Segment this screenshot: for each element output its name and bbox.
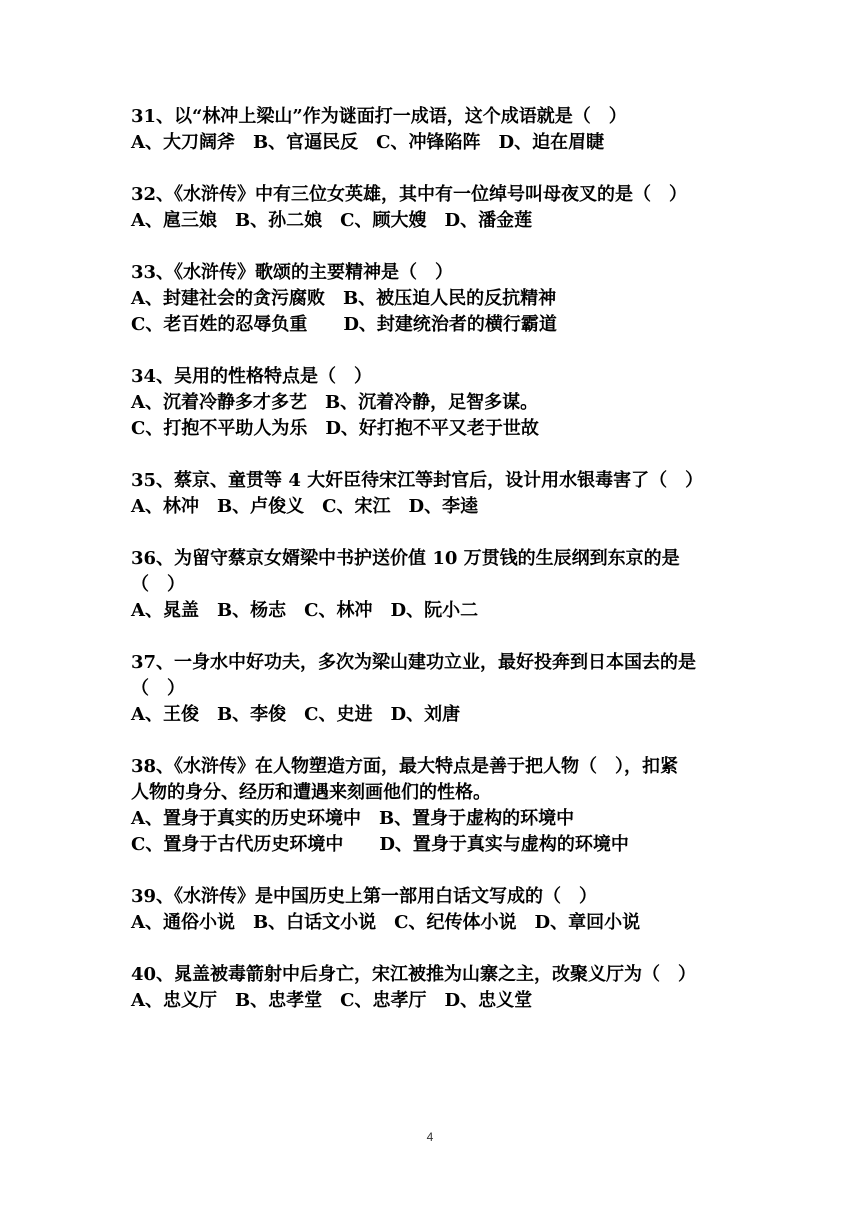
answer-options: A、置身于真实的历史环境中 B、置身于虚构的环境中: [131, 808, 575, 829]
answer-options: C、打抱不平助人为乐 D、好打抱不平又老于世故: [131, 418, 539, 439]
question-stem: 38、《水浒传》在人物塑造方面，最大特点是善于把人物（ ），扣紧: [131, 756, 679, 777]
answer-options: A、扈三娘 B、孙二娘 C、顾大嫂 D、潘金莲: [131, 210, 533, 231]
question-40: [131, 962, 741, 1014]
question-list: [131, 104, 741, 1040]
answer-options: A、忠义厅 B、忠孝堂 C、忠孝厅 D、忠义堂: [131, 990, 533, 1011]
answer-options: A、沉着冷静多才多艺 B、沉着冷静，足智多谋。: [131, 392, 539, 413]
question-37: [131, 650, 741, 728]
question-stem: 35、蔡京、童贯等 4 大奸臣待宋江等封官后，设计用水银毒害了（ ）: [131, 470, 704, 491]
question-33: [131, 260, 741, 338]
answer-options: C、老百姓的忍辱负重 D、封建统治者的横行霸道: [131, 314, 557, 335]
question-35: [131, 468, 741, 520]
question-stem-continued: （ ）: [131, 574, 185, 595]
page-number: 4: [426, 1130, 434, 1144]
question-stem: 40、晁盖被毒箭射中后身亡，宋江被推为山寨之主，改聚义厅为（ ）: [131, 964, 697, 985]
question-stem: 36、为留守蔡京女婿梁中书护送价值 10 万贯钱的生辰纲到东京的是: [131, 548, 680, 569]
answer-options: A、林冲 B、卢俊义 C、宋江 D、李逵: [131, 496, 479, 517]
question-38: [131, 754, 741, 858]
question-stem: 31、以“林冲上梁山”作为谜面打一成语，这个成语就是（ ）: [131, 106, 627, 127]
question-stem-continued: （ ）: [131, 678, 185, 699]
question-stem: 33、《水浒传》歌颂的主要精神是（ ）: [131, 262, 454, 283]
question-stem: 37、一身水中好功夫，多次为梁山建功立业，最好投奔到日本国去的是: [131, 652, 697, 673]
question-32: [131, 182, 741, 234]
answer-options: A、大刀阔斧 B、官逼民反 C、冲锋陷阵 D、迫在眉睫: [131, 132, 605, 153]
question-stem-continued: 人物的身分、经历和遭遇来刻画他们的性格。: [131, 782, 491, 803]
question-stem: 34、吴用的性格特点是（ ）: [131, 366, 373, 387]
answer-options: A、晁盖 B、杨志 C、林冲 D、阮小二: [131, 600, 479, 621]
answer-options: A、封建社会的贪污腐败 B、被压迫人民的反抗精神: [131, 288, 557, 309]
answer-options: A、通俗小说 B、白话文小说 C、纪传体小说 D、章回小说: [131, 912, 641, 933]
question-stem: 39、《水浒传》是中国历史上第一部用白话文写成的（ ）: [131, 886, 598, 907]
question-stem: 32、《水浒传》中有三位女英雄，其中有一位绰号叫母夜叉的是（ ）: [131, 184, 688, 205]
question-39: [131, 884, 741, 936]
answer-options: A、王俊 B、李俊 C、史进 D、刘唐: [131, 704, 461, 725]
question-31: [131, 104, 741, 156]
question-36: [131, 546, 741, 624]
question-34: [131, 364, 741, 442]
answer-options: C、置身于古代历史环境中 D、置身于真实与虚构的环境中: [131, 834, 629, 855]
